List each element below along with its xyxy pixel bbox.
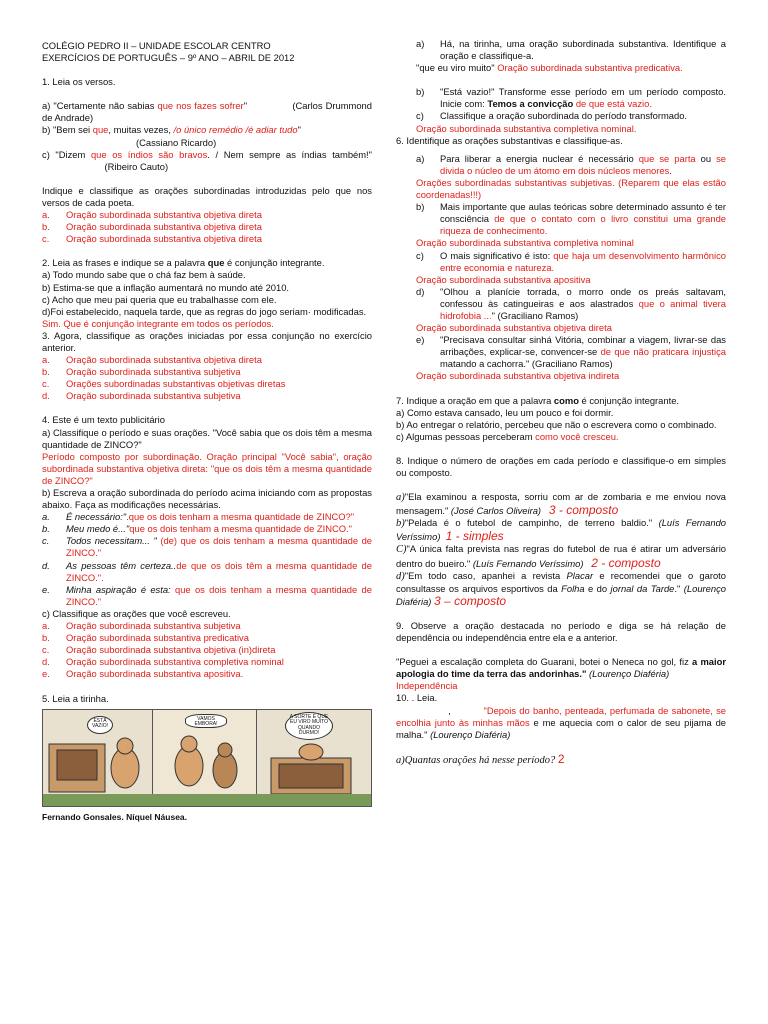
q6-item-c: c) O mais significativo é isto: que haja um desenvolvimento harmônico entre economia e natureza. bbox=[416, 249, 726, 273]
q7-item-c: c) Algumas pessoas perceberam como você cresceu. bbox=[396, 430, 619, 442]
q2-item-c: c) Acho que meu pai queria que eu trabalhasse com ele. bbox=[42, 293, 277, 305]
exercise-header: EXERCÍCIOS DE PORTUGUÊS – 9º ANO – ABRIL DE 2012 bbox=[42, 52, 295, 64]
q10-title: 10. . Leia. bbox=[396, 692, 438, 704]
comic-drawing-3 bbox=[257, 710, 372, 806]
q5-item-b: b) "Está vazio!" Transforme esse período em um período composto. Inicie com: Temos a convicção de que está vazio. bbox=[416, 86, 726, 110]
q6-a-answer: Orações subordinadas substantivas subjetivas. (Reparem que elas estão coordenadas!!!) bbox=[416, 176, 726, 201]
q6-item-d: d) "Olhou a planície torrada, o morro onde os preás saltavam, confessou às catingueiras e aos alastrados que o animal tivera hidrofobia ..." (Graciliano Ramos) bbox=[416, 285, 726, 321]
q2-item-b: b) Estima-se que a inflação aumentará no mundo até 2010. bbox=[42, 281, 290, 293]
q10-item-a: a)Quantas orações há nesse período? 2 bbox=[396, 751, 565, 766]
comic-drawing-1 bbox=[43, 710, 153, 806]
q9-quote: "Peguei a escalação completa do Guarani, botei o Neneca no gol, fiz a maior apologia do time da terra das andorinhas." (Lourenço Diaféria) bbox=[396, 656, 726, 680]
q6-d-answer: Oração subordinada substantiva objetiva direta bbox=[416, 322, 612, 334]
q1-title: 1. Leia os versos. bbox=[42, 76, 116, 88]
answer-item: c. Oração subordinada substantiva objetiva (in)direta bbox=[42, 644, 276, 656]
q5-title: 5. Leia a tirinha. bbox=[42, 692, 109, 704]
q1-answers bbox=[42, 209, 372, 245]
q4-title: 4. Este é um texto publicitário bbox=[42, 414, 165, 426]
speech-bubble: ESTÁ VAZIO! bbox=[87, 716, 113, 734]
q8-item-b: b)"Pelada é o futebol de campinho, de terreno baldio." (Luís Fernando Veríssimo) 1 - simples bbox=[396, 517, 726, 544]
q6-item-e: e) "Precisava consultar sinhá Vitória, combinar a viagem, livrar-se das arribações, explicar-se, convencer-se de que não praticara injustiça matando a cachorra." (Graciliano Ramos) bbox=[416, 334, 726, 370]
q6-item-b: b) Mais importante que aulas teóricas sobre determinado assunto é ter consciência de que o contato com o livro constitui uma grande riqueza de conhecimento. bbox=[416, 201, 726, 237]
q8-item-d: d)"Em todo caso, apanhei a revista Placar e recomendei que o garoto consultasse os arquivos esportivos da Folha e do jornal da Tarde." (Lourenço Diaféria) 3 – composto bbox=[396, 569, 726, 608]
q1-verse-b-source: (Cassiano Ricardo) bbox=[136, 136, 217, 148]
answer-item: b. Oração subordinada substantiva objetiva direta bbox=[42, 221, 262, 233]
q4-b-items bbox=[42, 511, 372, 608]
q6-b-answer: Oração subordinada substantiva completiva nominal bbox=[416, 237, 634, 249]
answer-item: a. Oração subordinada substantiva subjetiva bbox=[42, 620, 241, 632]
left-column bbox=[42, 40, 372, 1024]
q8-title: 8. Indique o número de orações em cada período e classifique-o em simples ou composto. bbox=[396, 454, 726, 478]
answer-item: c. Orações subordinadas substantivas objetivas diretas bbox=[42, 378, 286, 390]
answer-item: d. Oração subordinada substantiva completiva nominal bbox=[42, 656, 284, 668]
answer-item: c. Oração subordinada substantiva objetiva direta bbox=[42, 233, 262, 245]
q2-title: 2. Leia as frases e indique se a palavra que é conjunção integrante. bbox=[42, 257, 325, 269]
right-column bbox=[396, 38, 726, 1024]
list-item: d. As pessoas têm certeza..de que os dois têm a mesma quantidade de ZINCO.". bbox=[42, 559, 372, 583]
q9-title: 9. Observe a oração destacada no período e diga se há relação de dependência ou independência entre ela e a anterior. bbox=[396, 619, 726, 644]
q7-item-b: b) Ao entregar o relatório, percebeu que não o escrevera como o combinado. bbox=[396, 418, 717, 430]
list-item: c. Todos necessitam... " (de) que os dois tenham a mesma quantidade de ZINCO." bbox=[42, 535, 372, 559]
q1-verse-c: c) "Dizem que os índios são bravos. / Nem sempre as índias também!" (Ribeiro Cauto) bbox=[42, 148, 372, 172]
school-header: COLÉGIO PEDRO II – UNIDADE ESCOLAR CENTRO bbox=[42, 40, 271, 51]
q2-item-a: a) Todo mundo sabe que o chá faz bem à saúde. bbox=[42, 269, 246, 281]
comic-panel-3 bbox=[257, 710, 372, 806]
q2-item-d: d)Foi estabelecido, naquela tarde, que as regras do jogo seriam· modificadas. bbox=[42, 305, 367, 317]
q6-e-answer: Oração subordinada substantiva objetiva indireta bbox=[416, 370, 620, 382]
q4-c-instruction: c) Classifique as orações que você escreveu. bbox=[42, 607, 231, 619]
answer-item: a. Oração subordinada substantiva objetiva direta bbox=[42, 209, 262, 221]
q3-answers bbox=[42, 354, 372, 402]
list-item: b. Meu medo é..."que os dois tenham a mesma quantidade de ZINCO." bbox=[42, 523, 352, 535]
q4-a-answer: Período composto por subordinação. Oração principal "Você sabia", oração subordinada substantiva objetiva direta: "que os dois têm a mesma quantidade de ZINCO?" bbox=[42, 450, 372, 486]
comic-drawing-2 bbox=[153, 710, 257, 806]
list-item: a. É necessário:".que os dois tenham a mesma quantidade de ZINCO?" bbox=[42, 511, 355, 523]
comic-panel-1 bbox=[43, 710, 153, 806]
answer-item: b. Oração subordinada substantiva subjetiva bbox=[42, 366, 241, 378]
q5-item-c: c) Classifique a oração subordinada do período transformado. bbox=[416, 110, 688, 122]
q4-c-answers bbox=[42, 620, 372, 680]
answer-item: e. Oração subordinada substantiva apositiva. bbox=[42, 668, 244, 680]
q7-title: 7. Indique a oração em que a palavra como é conjunção integrante. bbox=[396, 394, 680, 406]
answer-item: b. Oração subordinada substantiva predicativa bbox=[42, 632, 249, 644]
q7-item-a: a) Como estava cansado, leu um pouco e foi dormir. bbox=[396, 406, 614, 418]
speech-bubble: VAMOS EMBORA! bbox=[185, 714, 227, 728]
q8-item-a: a)"Ela examinou a resposta, sorriu com ar de zombaria e me enviou nova mensagem." (José Carlos Oliveira) 3 - composto bbox=[396, 491, 726, 518]
q8-item-c: C)"A única falta prevista nas regras do futebol de rua é atirar um adversário dentro do bueiro." (Luís Fernando Veríssimo) 2 - composto bbox=[396, 543, 726, 570]
q1-verse-b: b) "Bem sei que, muitas vezes, /o único remédio /é adiar tudo" bbox=[42, 124, 301, 136]
q4-b-instruction: b) Escreva a oração subordinada do período acima iniciando com as propostas abaixo. Faça as modificações necessárias. bbox=[42, 487, 372, 511]
answer-item: a. Oração subordinada substantiva objetiva direta bbox=[42, 354, 262, 366]
q5-a-answer: "que eu viro muito" Oração subordinada substantiva predicativa. bbox=[416, 62, 683, 74]
q4-a-instruction: a) Classifique o período e suas orações. "Você sabia que os dois têm a mesma quantidade de ZINCO?" bbox=[42, 426, 372, 450]
q6-c-answer: Oração subordinada substantiva apositiva bbox=[416, 273, 591, 285]
q5-item-a: a) Há, na tirinha, uma oração subordinada substantiva. Identifique a oração e classifique-a. bbox=[416, 38, 726, 62]
q6-title: 6. Identifique as orações substantivas e classifique-as. bbox=[396, 134, 623, 146]
q3-title: 3. Agora, classifique as orações iniciadas por essa conjunção no exercício anterior. bbox=[42, 329, 372, 353]
q9-answer: Independência bbox=[396, 680, 458, 692]
answer-item: d. Oração subordinada substantiva subjetiva bbox=[42, 390, 241, 402]
comic-credit: Fernando Gonsales. Níquel Náusea. bbox=[42, 811, 188, 822]
q5-c-answer: Oração subordinada substantiva completiva nominal. bbox=[416, 122, 637, 134]
comic-strip bbox=[42, 709, 372, 807]
q1-instruction: Indique e classifique as orações subordinadas introduzidas pelo que nos versos de cada poeta. bbox=[42, 184, 372, 208]
speech-bubble: A SORTE É QUE EU VIRO MUITO QUANDO DURMO! bbox=[285, 712, 333, 740]
q6-item-a: a) Para liberar a energia nuclear é necessário que se parta ou se divida o núcleo de um átomo em dois núcleos menores. bbox=[416, 152, 726, 176]
q2-answer: Sim. Que é conjunção integrante em todos os períodos. bbox=[42, 317, 274, 329]
list-item: e. Minha aspiração é esta: que os dois tenham a mesma quantidade de ZINCO." bbox=[42, 583, 372, 607]
q10-quote: , "Depois do banho, penteada, perfumada de sabonete, se encolhia junto às minhas mãos e me aquecia com o calor de seu pijama de malha." (Lourenço Diaféria) bbox=[396, 704, 726, 740]
q1-verse-a: a) "Certamente não sabias que nos fazes sofrer" (Carlos Drummond de Andrade) bbox=[42, 100, 372, 124]
comic-panel-2 bbox=[153, 710, 257, 806]
